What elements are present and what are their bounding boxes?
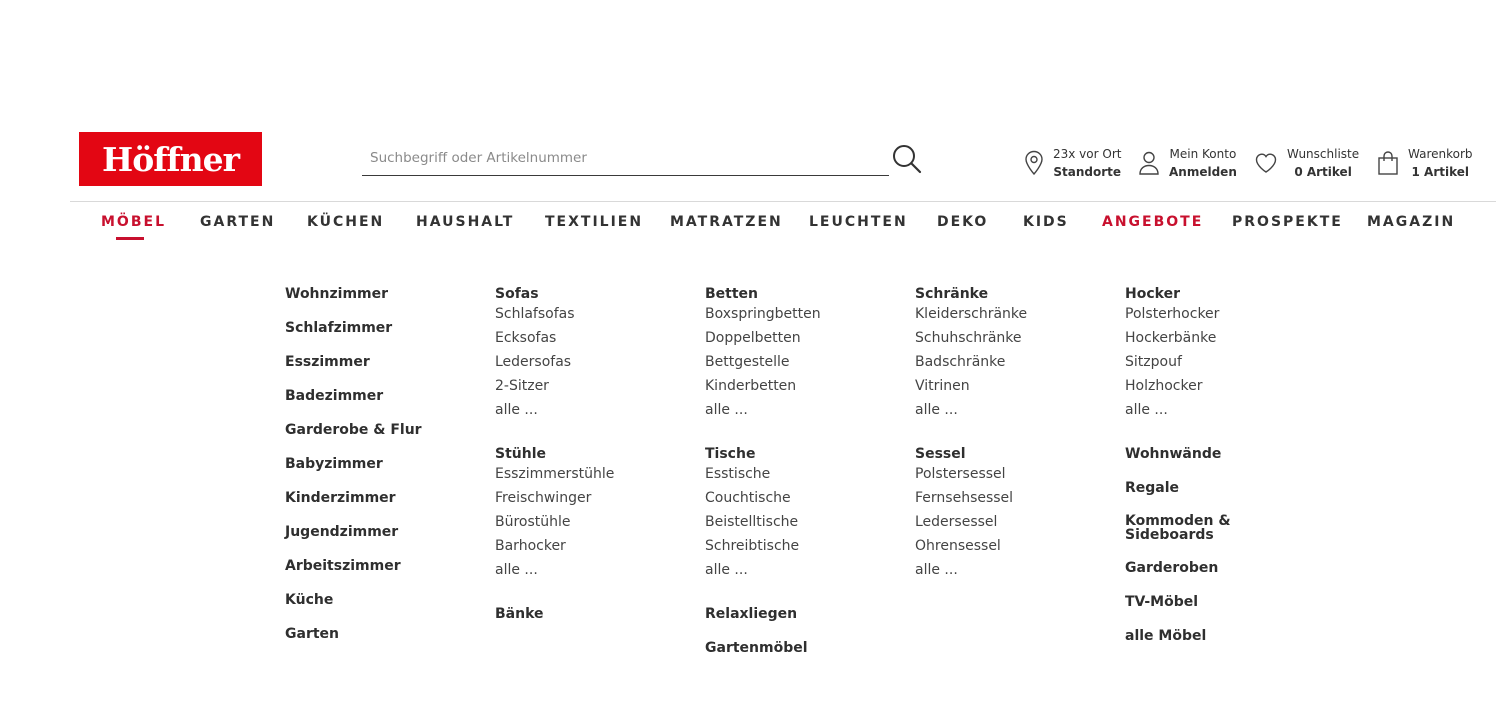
- menu-link[interactable]: alle ...: [705, 402, 748, 418]
- nav-item-textilien[interactable]: TEXTILIEN: [545, 214, 644, 230]
- menu-link[interactable]: Arbeitszimmer: [285, 558, 401, 574]
- menu-column-3: [705, 286, 821, 656]
- menu-group: [1125, 560, 1235, 576]
- nav-item-kuechen[interactable]: KÜCHEN: [307, 214, 385, 230]
- menu-group: [1125, 514, 1235, 542]
- menu-link[interactable]: Kleiderschränke: [915, 306, 1028, 322]
- menu-group: [495, 286, 614, 422]
- menu-group-title[interactable]: Wohnwände: [1125, 446, 1222, 462]
- login-label: Anmelden: [1169, 165, 1237, 179]
- menu-group: [915, 286, 1027, 422]
- menu-group-title[interactable]: Schränke: [915, 286, 989, 302]
- search-field: [362, 140, 889, 176]
- menu-link[interactable]: Polstersessel: [915, 466, 1006, 482]
- menu-group-title[interactable]: Relaxliegen: [705, 606, 798, 622]
- menu-link[interactable]: Esszimmerstühle: [495, 466, 615, 482]
- menu-link[interactable]: Bürostühle: [495, 514, 571, 530]
- menu-link[interactable]: Jugendzimmer: [285, 524, 399, 540]
- account-link[interactable]: [1138, 145, 1237, 181]
- menu-group: [1125, 446, 1235, 462]
- wishlist-label: Wunschliste: [1287, 147, 1360, 161]
- menu-group-title[interactable]: alle Möbel: [1125, 628, 1207, 644]
- user-icon: [1138, 150, 1160, 176]
- menu-link[interactable]: Doppelbetten: [705, 330, 801, 346]
- menu-link[interactable]: alle ...: [1125, 402, 1168, 418]
- menu-link[interactable]: alle ...: [495, 562, 538, 578]
- nav-item-magazin[interactable]: MAGAZIN: [1367, 214, 1456, 230]
- shopping-bag-icon: [1377, 150, 1399, 176]
- menu-link[interactable]: 2-Sitzer: [495, 378, 549, 394]
- menu-link[interactable]: Sitzpouf: [1125, 354, 1182, 370]
- menu-group-title[interactable]: Tische: [705, 446, 756, 462]
- menu-link[interactable]: alle ...: [705, 562, 748, 578]
- menu-group: [1125, 480, 1235, 496]
- menu-link[interactable]: Freischwinger: [495, 490, 592, 506]
- nav-item-matratzen[interactable]: MATRATZEN: [670, 214, 783, 230]
- menu-column-4: [915, 286, 1027, 582]
- svg-text:Höffner: Höffner: [102, 140, 239, 179]
- cart-label: Warenkorb: [1408, 147, 1473, 161]
- menu-link[interactable]: Schreibtische: [705, 538, 800, 554]
- menu-group: [705, 640, 821, 656]
- menu-link[interactable]: Badezimmer: [285, 388, 384, 404]
- menu-group-title[interactable]: TV-Möbel: [1125, 594, 1199, 610]
- menu-link[interactable]: alle ...: [495, 402, 538, 418]
- menu-group-title[interactable]: Gartenmöbel: [705, 640, 808, 656]
- menu-link[interactable]: Babyzimmer: [285, 456, 383, 472]
- store-label: Standorte: [1053, 165, 1122, 179]
- menu-link[interactable]: Ledersofas: [495, 354, 572, 370]
- menu-column-2: [495, 286, 614, 622]
- location-pin-icon: [1024, 150, 1044, 176]
- menu-link[interactable]: Kinderzimmer: [285, 490, 396, 506]
- cart-link[interactable]: [1377, 145, 1473, 181]
- store-locator-link[interactable]: [1024, 145, 1121, 181]
- menu-link[interactable]: Bettgestelle: [705, 354, 790, 370]
- menu-group: [1125, 594, 1235, 610]
- nav-item-garten[interactable]: GARTEN: [200, 214, 276, 230]
- menu-link[interactable]: Hockerbänke: [1125, 330, 1217, 346]
- account-label: Mein Konto: [1169, 147, 1237, 161]
- menu-group-title[interactable]: Hocker: [1125, 286, 1180, 302]
- nav-item-kids[interactable]: KIDS: [1023, 214, 1069, 230]
- menu-link[interactable]: Badschränke: [915, 354, 1006, 370]
- nav-item-haushalt[interactable]: HAUSHALT: [416, 214, 515, 230]
- active-nav-indicator: [116, 237, 144, 240]
- menu-link[interactable]: Beistelltische: [705, 514, 799, 530]
- cart-count: 1 Artikel: [1411, 165, 1470, 179]
- menu-link[interactable]: Ohrensessel: [915, 538, 1001, 554]
- menu-link[interactable]: Boxspringbetten: [705, 306, 821, 322]
- nav-item-moebel[interactable]: MÖBEL: [101, 214, 166, 230]
- menu-link[interactable]: Garderobe & Flur: [285, 422, 422, 438]
- search-input[interactable]: [362, 140, 889, 175]
- menu-link[interactable]: Küche: [285, 592, 334, 608]
- menu-group-title[interactable]: Betten: [705, 286, 759, 302]
- menu-group: [705, 446, 821, 582]
- wishlist-link[interactable]: [1254, 145, 1359, 181]
- menu-link[interactable]: Polsterhocker: [1125, 306, 1220, 322]
- menu-group: [705, 286, 821, 422]
- menu-link[interactable]: Fernsehsessel: [915, 490, 1014, 506]
- menu-group: [915, 446, 1027, 582]
- heart-icon: [1254, 152, 1278, 174]
- menu-group: [1125, 628, 1235, 644]
- menu-group-title[interactable]: Sessel: [915, 446, 966, 462]
- menu-link[interactable]: Esstische: [705, 466, 771, 482]
- menu-link[interactable]: Vitrinen: [915, 378, 970, 394]
- menu-group-title[interactable]: Sofas: [495, 286, 539, 302]
- menu-link[interactable]: Ledersessel: [915, 514, 998, 530]
- menu-link[interactable]: Couchtische: [705, 490, 791, 506]
- menu-link[interactable]: Ecksofas: [495, 330, 557, 346]
- menu-link[interactable]: Esszimmer: [285, 354, 370, 370]
- menu-column-rooms: [285, 286, 422, 660]
- menu-group-title[interactable]: Kommoden & Sideboards: [1125, 513, 1231, 543]
- menu-group-title[interactable]: Garderoben: [1125, 560, 1219, 576]
- search-icon[interactable]: [891, 143, 923, 175]
- menu-group: [705, 606, 821, 622]
- menu-link[interactable]: Holzhocker: [1125, 378, 1203, 394]
- menu-link[interactable]: alle ...: [915, 562, 958, 578]
- menu-link[interactable]: alle ...: [915, 402, 958, 418]
- menu-column-5: [1125, 286, 1235, 644]
- menu-link[interactable]: Schlafzimmer: [285, 320, 393, 336]
- nav-divider: [70, 201, 1496, 202]
- menu-link[interactable]: Barhocker: [495, 538, 566, 554]
- menu-group: [495, 606, 614, 622]
- brand-logo[interactable]: [79, 132, 262, 186]
- menu-group-title[interactable]: Stühle: [495, 446, 547, 462]
- nav-item-prospekte[interactable]: PROSPEKTE: [1232, 214, 1343, 230]
- menu-group: [495, 446, 614, 582]
- menu-link[interactable]: Schuhschränke: [915, 330, 1022, 346]
- nav-item-angebote[interactable]: ANGEBOTE: [1102, 214, 1204, 230]
- menu-group: [1125, 286, 1235, 422]
- nav-item-leuchten[interactable]: LEUCHTEN: [809, 214, 908, 230]
- store-count: 23x vor Ort: [1053, 147, 1122, 161]
- menu-link[interactable]: Schlafsofas: [495, 306, 575, 322]
- menu-link[interactable]: Wohnzimmer: [285, 286, 389, 302]
- menu-link[interactable]: Garten: [285, 626, 339, 642]
- menu-link[interactable]: Kinderbetten: [705, 378, 797, 394]
- main-navigation: [0, 210, 1496, 236]
- nav-item-deko[interactable]: DEKO: [937, 214, 989, 230]
- wishlist-count: 0 Artikel: [1294, 165, 1352, 179]
- menu-group-title[interactable]: Bänke: [495, 606, 544, 622]
- menu-group-title[interactable]: Regale: [1125, 480, 1180, 496]
